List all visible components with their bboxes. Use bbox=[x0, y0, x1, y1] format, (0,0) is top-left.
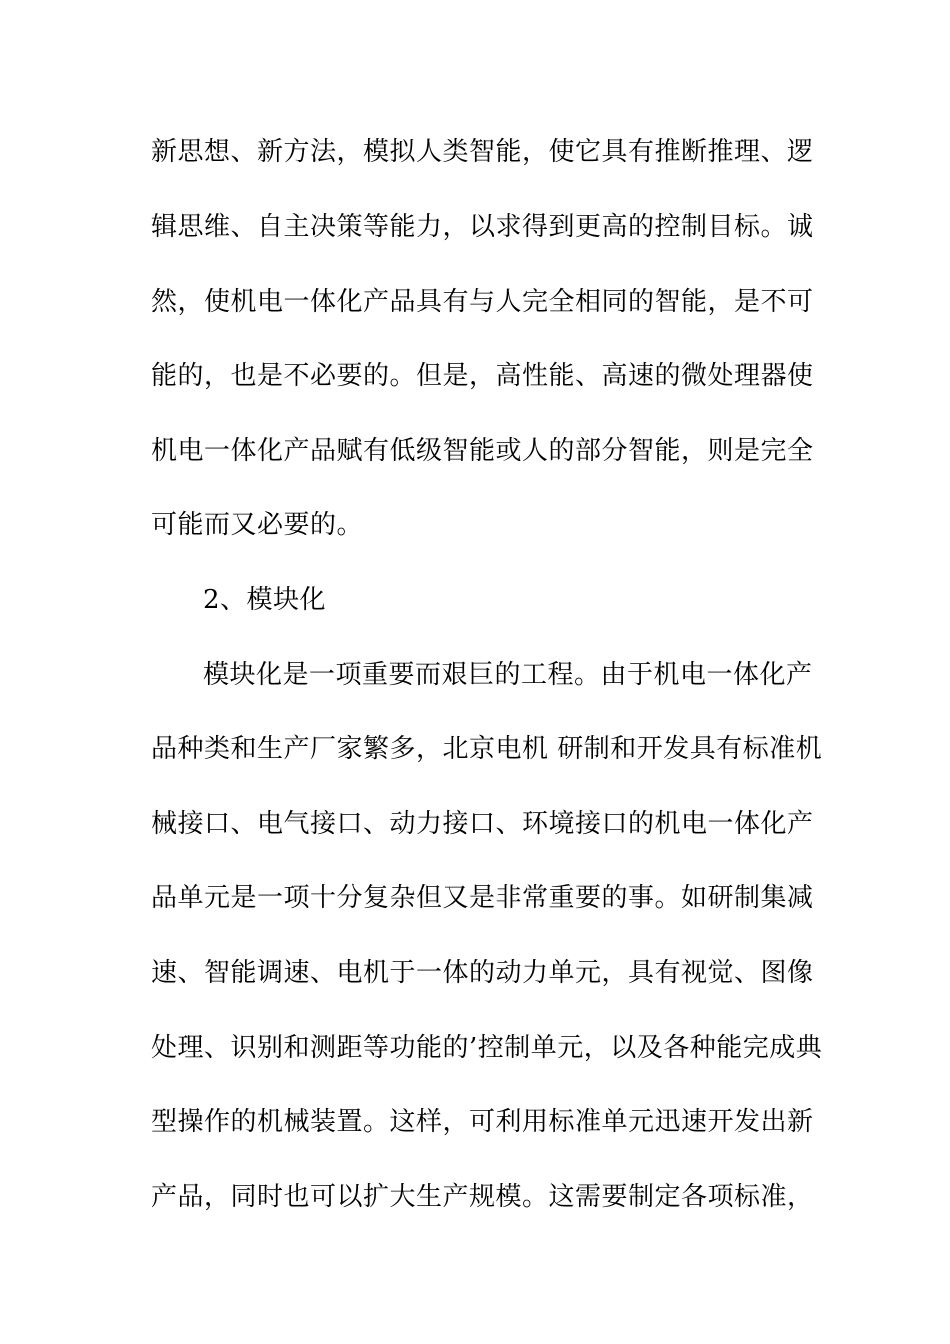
paragraph-line-11: 品单元是一项十分复杂但又是非常重要的事。如研制集减 bbox=[151, 883, 814, 913]
paragraph-line-14: 型操作的机械装置。这样，可利用标准单元迅速开发出新 bbox=[151, 1107, 814, 1137]
paragraph-line-6: 可能而又必要的。 bbox=[151, 510, 364, 540]
paragraph-line-1: 新思想、新方法，模拟人类智能，使它具有推断推理、逻 bbox=[151, 137, 814, 167]
paragraph-line-8: 模块化是一项重要而艰巨的工程。由于机电一体化产 bbox=[203, 660, 813, 690]
paragraph-line-12: 速、智能调速、电机于一体的动力单元，具有视觉、图像 bbox=[151, 958, 814, 988]
paragraph-line-13: 处理、识别和测距等功能的’控制单元，以及各种能完成典 bbox=[151, 1033, 823, 1063]
section-heading: 2、模块化 bbox=[203, 585, 327, 615]
paragraph-line-2: 辑思维、自主决策等能力，以求得到更高的控制目标。诚 bbox=[151, 212, 814, 242]
paragraph-line-5: 机电一体化产品赋有低级智能或人的部分智能，则是完全 bbox=[151, 436, 814, 466]
paragraph-line-10: 械接口、电气接口、动力接口、环境接口的机电一体化产 bbox=[151, 809, 814, 839]
paragraph-line-15: 产品，同时也可以扩大生产规模。这需要制定各项标准， bbox=[151, 1182, 814, 1212]
paragraph-line-9: 品种类和生产厂家繁多，北京电机 研制和开发具有标准机 bbox=[151, 734, 823, 764]
paragraph-line-4: 能的，也是不必要的。但是，高性能、高速的微处理器使 bbox=[151, 361, 814, 391]
paragraph-line-3: 然，使机电一体化产品具有与人完全相同的智能，是不可 bbox=[151, 287, 814, 317]
